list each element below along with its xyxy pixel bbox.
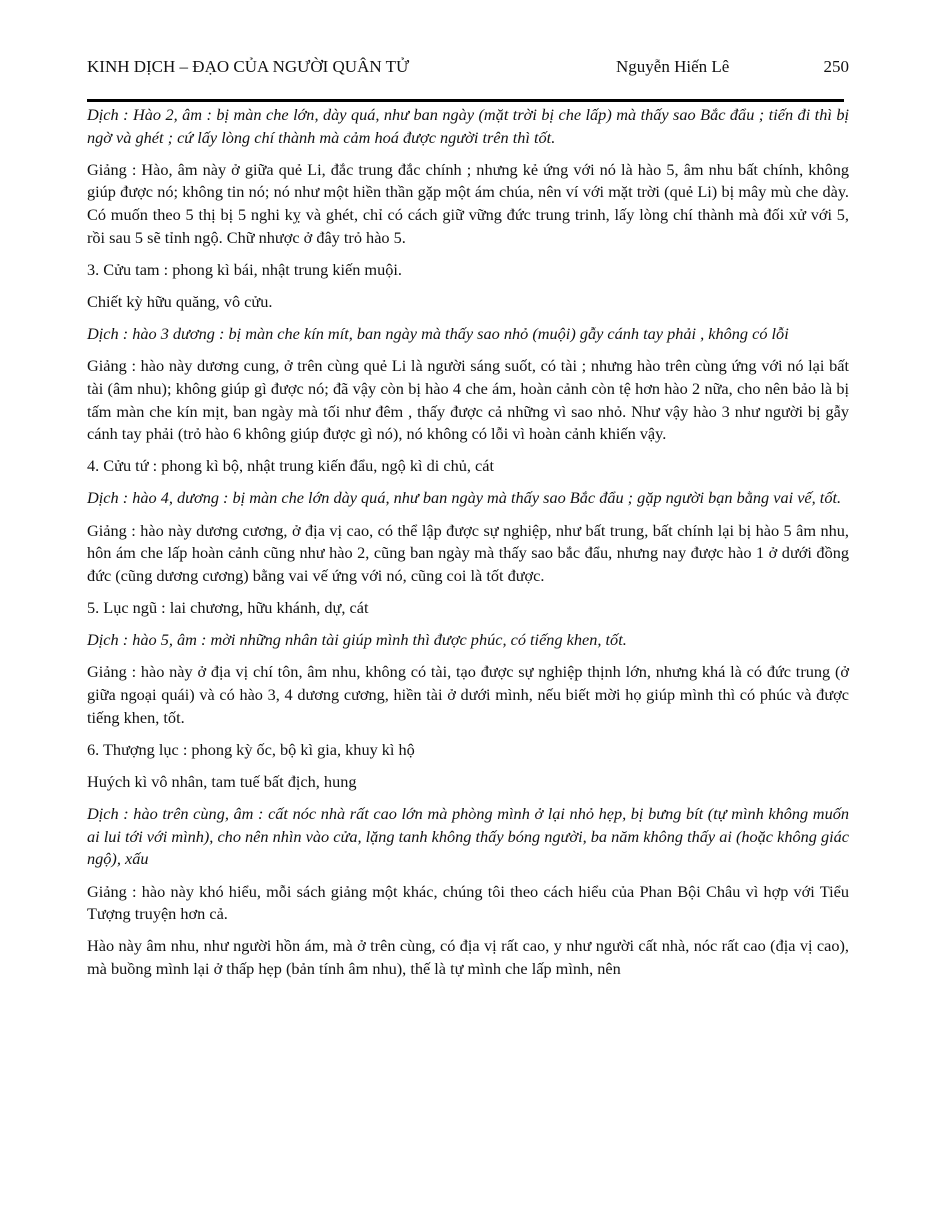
paragraph-hao-6-continued: Hào này âm nhu, như người hồn ám, mà ở trên cùng, có địa vị rất cao, y như người cất nhà, nóc rất cao (địa vị cao), mà buồng mình lại ở thấp hẹp (bản tính âm nhu), thế là tự mình che lấp mình, nên <box>87 936 849 978</box>
page-number: 250 <box>823 57 849 76</box>
paragraph-giang-hao-4: Giảng : hào này dương cương, ở địa vị cao, có thể lập được sự nghiệp, như bất trung, bất chính lại bị hào 5 âm nhu, hôn ám che lấp hoàn cảnh cũng như hào 2, cũng ban ngày mà thấy sao bắc đẩu, nhưng nay được hào 1 ở dưới đồng đức (cũng dương cương) bằng vai vế ứng với nó, cũng coi là tốt được. <box>87 520 849 585</box>
paragraph-giang-hao-2: Giảng : Hào, âm này ở giữa quẻ Li, đắc trung đắc chính ; nhưng kẻ ứng với nó là hào 5, âm nhu bất chính, không giúp được nó; không tin nó; nó như một hiền thần gặp một ám chúa, nên ví với mặt trời (quẻ Li) bị mây mù che dày. Có muốn theo 5 thị bị 5 nghi kỵ và ghét, chỉ có cách giữ vững đức trung trinh, lấy lòng chí thành mà đối xử với 5, rồi sau 5 sẽ tỉnh ngộ. Chữ nhược ở đây trỏ hào 5. <box>87 159 849 247</box>
paragraph-thuong-luc-heading: 6. Thượng lục : phong kỳ ốc, bộ kì gia, khuy kì hộ <box>87 739 415 759</box>
page-body <box>87 104 849 990</box>
paragraph-thuong-luc-line: Huých kì vô nhân, tam tuế bất địch, hung <box>87 771 357 791</box>
paragraph-giang-hao-6: Giảng : hào này khó hiểu, mỗi sách giảng một khác, chúng tôi theo cách hiểu của Phan Bội Châu vì hợp với Tiểu Tượng truyện hơn cả. <box>87 881 849 924</box>
header-rule <box>87 99 844 102</box>
paragraph-cuu-tam-heading: 3. Cửu tam : phong kì bái, nhật trung kiến muội. <box>87 259 402 279</box>
book-title: KINH DỊCH – ĐẠO CỦA NGƯỜI QUÂN TỬ <box>87 57 410 76</box>
paragraph-giang-hao-5: Giảng : hào này ở địa vị chí tôn, âm nhu, không có tài, tạo được sự nghiệp thịnh lớn, nhưng khá là có đức trung (ở giữa ngoại quái) và có hào 3, 4 dương cương, hiền tài ở dưới mình, nếu biết mời họ giúp mình thì có phúc và được tiếng khen, tốt. <box>87 662 849 727</box>
paragraph-dich-hao-5: Dịch : hào 5, âm : mời những nhân tài giúp mình thì được phúc, có tiếng khen, tốt. <box>87 630 627 650</box>
paragraph-dich-hao-4: Dịch : hào 4, dương : bị màn che lớn dày quá, như ban ngày mà thấy sao Bắc đẩu ; gặp người bạn bằng vai vế, tốt. <box>87 488 842 508</box>
paragraph-cuu-tam-line: Chiết kỳ hữu quăng, vô cửu. <box>87 291 273 311</box>
page-header <box>87 57 849 81</box>
author-name: Nguyễn Hiến Lê <box>616 57 730 76</box>
paragraph-cuu-tu-heading: 4. Cửu tứ : phong kì bộ, nhật trung kiến đẩu, ngộ kì di chủ, cát <box>87 456 494 476</box>
paragraph-dich-hao-2: Dịch : Hào 2, âm : bị màn che lớn, dày quá, như ban ngày (mặt trời bị che lấp) mà thấy sao Bắc đẩu ; tiến đi thì bị ngờ và ghét ; cứ lấy lòng chí thành mà cảm hoá được người trên thì tốt. <box>87 105 849 147</box>
paragraph-giang-hao-3: Giảng : hào này dương cung, ở trên cùng quẻ Li là người sáng suốt, có tài ; nhưng hào trên cùng ứng với nó lại bất tài (âm nhu); không giúp gì được nó; đã vậy còn bị hào 4 che ám, hoàn cảnh còn tệ hơn hào 2 nữa, cho nên bảo là bị tấm màn che kín mịt, ban ngày mà tối như đêm , thấy được cả những vì sao nhỏ. Như vậy hào 3 như người bị gẫy cánh tay phải (trỏ hào 6 không giúp được gì nó), nó không có lỗi vì hoàn cảnh khiến vậy. <box>87 356 849 444</box>
paragraph-dich-hao-6: Dịch : hào trên cùng, âm : cất nóc nhà rất cao lớn mà phòng mình ở lại nhỏ hẹp, bị bưng bít (tự mình không muốn ai lui tới với mình), cho nên nhìn vào cửa, lặng tanh không thấy bóng người, ba năm không thấy ai (hoặc không giác ngộ), xấu <box>87 804 849 869</box>
paragraph-dich-hao-3: Dịch : hào 3 dương : bị màn che kín mít, ban ngày mà thấy sao nhỏ (muội) gẫy cánh tay phải , không có lỗi <box>87 324 789 344</box>
paragraph-luc-ngu-heading: 5. Lục ngũ : lai chương, hữu khánh, dự, cát <box>87 598 369 618</box>
